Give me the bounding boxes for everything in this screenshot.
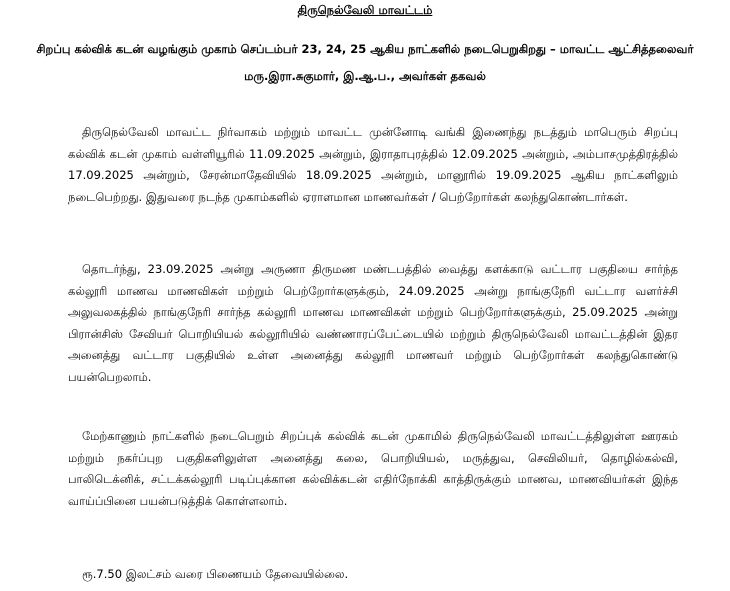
body-paragraph-collateral-note: ரூ.7.50 இலட்சம் வரை பிணையம் தேவையில்லை.: [82, 567, 349, 581]
body-paragraph-upcoming-camps: தொடர்ந்து, 23.09.2025 அன்று அருணா திருமண மண்டபத்தில் வைத்து களக்காடு வட்டார பகுதியை சார்ந்த கல்லூரி மாணவ மாணவிகள் மற்றும் பெற்றோர்களுக்கும், 24.09.2025 அன்று நாங்குநேரி வட்டார வளர்ச்சி அலுவலகத்தில் நாங்குநேரி சார்ந்த கல்லூரி மாணவ மாணவிகள் மற்றும் பெற்றோர்களுக்கும், 25.09.2025 அன்று பிரான்சிஸ் சேவியர் பொறியியல் கல்லூரியில் வண்ணாரப்பேட்டையில் மற்றும் திருநெல்வேலி மாவட்டத்தின் இதர அனைத்து வட்டார பகுதியில் உள்ள அனைத்து கல்லூரி மாணவர் மற்றும் பெற்றோர்கள் கலந்துகொண்டு பயன்பெறலாம்.: [68, 262, 678, 384]
district-heading: திருநெல்வேலி மாவட்டம்: [297, 3, 433, 17]
body-paragraph-previous-camps: திருநெல்வேலி மாவட்ட நிர்வாகம் மற்றும் மாவட்ட முன்னோடி வங்கி இணைந்து நடத்தும் மாபெரும் சிறப்பு கல்விக் கடன் முகாம் வள்ளியூரில் 11.09.2025 அன்றும், இராதாபுரத்தில் 12.09.2025 அன்றும், அம்பாசமுத்திரத்தில் 17.09.2025 அன்றும், சேரன்மாதேவியில் 18.09.2025 அன்றும், மானூரில் 19.09.2025 ஆகிய நாட்களிலும் நடைபெற்றது. இதுவரை நடந்த முகாம்களில் ஏராளமான மாணவர்கள் / பெற்றோர்கள் கலந்துகொண்டார்கள்.: [68, 125, 678, 204]
press-release-headline: சிறப்பு கல்விக் கடன் வழங்கும் முகாம் செப்டம்பர் 23, 24, 25 ஆகிய நாட்களில் நடைபெறுகிறது – மாவட்ட ஆட்சித்தலைவர் மரு.இரா.சுகுமார், இ.ஆ.ப., அவர்கள் தகவல்: [36, 42, 694, 83]
body-paragraph-eligibility: மேற்காணும் நாட்களில் நடைபெறும் சிறப்புக் கல்விக் கடன் முகாமில் திருநெல்வேலி மாவட்டத்திலுள்ள ஊரகம் மற்றும் நகர்ப்புற பகுதிகளிலுள்ள அனைத்து கலை, பொறியியல், மருத்துவ, செவிலியர், தொழில்கல்வி, பாலிடெக்னிக், சட்டக்கல்லூரி படிப்புக்கான கல்விக்கடன் எதிர்நோக்கி காத்திருக்கும் மாணவ, மாணவியர்கள் இந்த வாய்ப்பினை பயன்படுத்திக் கொள்ளலாம்.: [68, 429, 678, 508]
